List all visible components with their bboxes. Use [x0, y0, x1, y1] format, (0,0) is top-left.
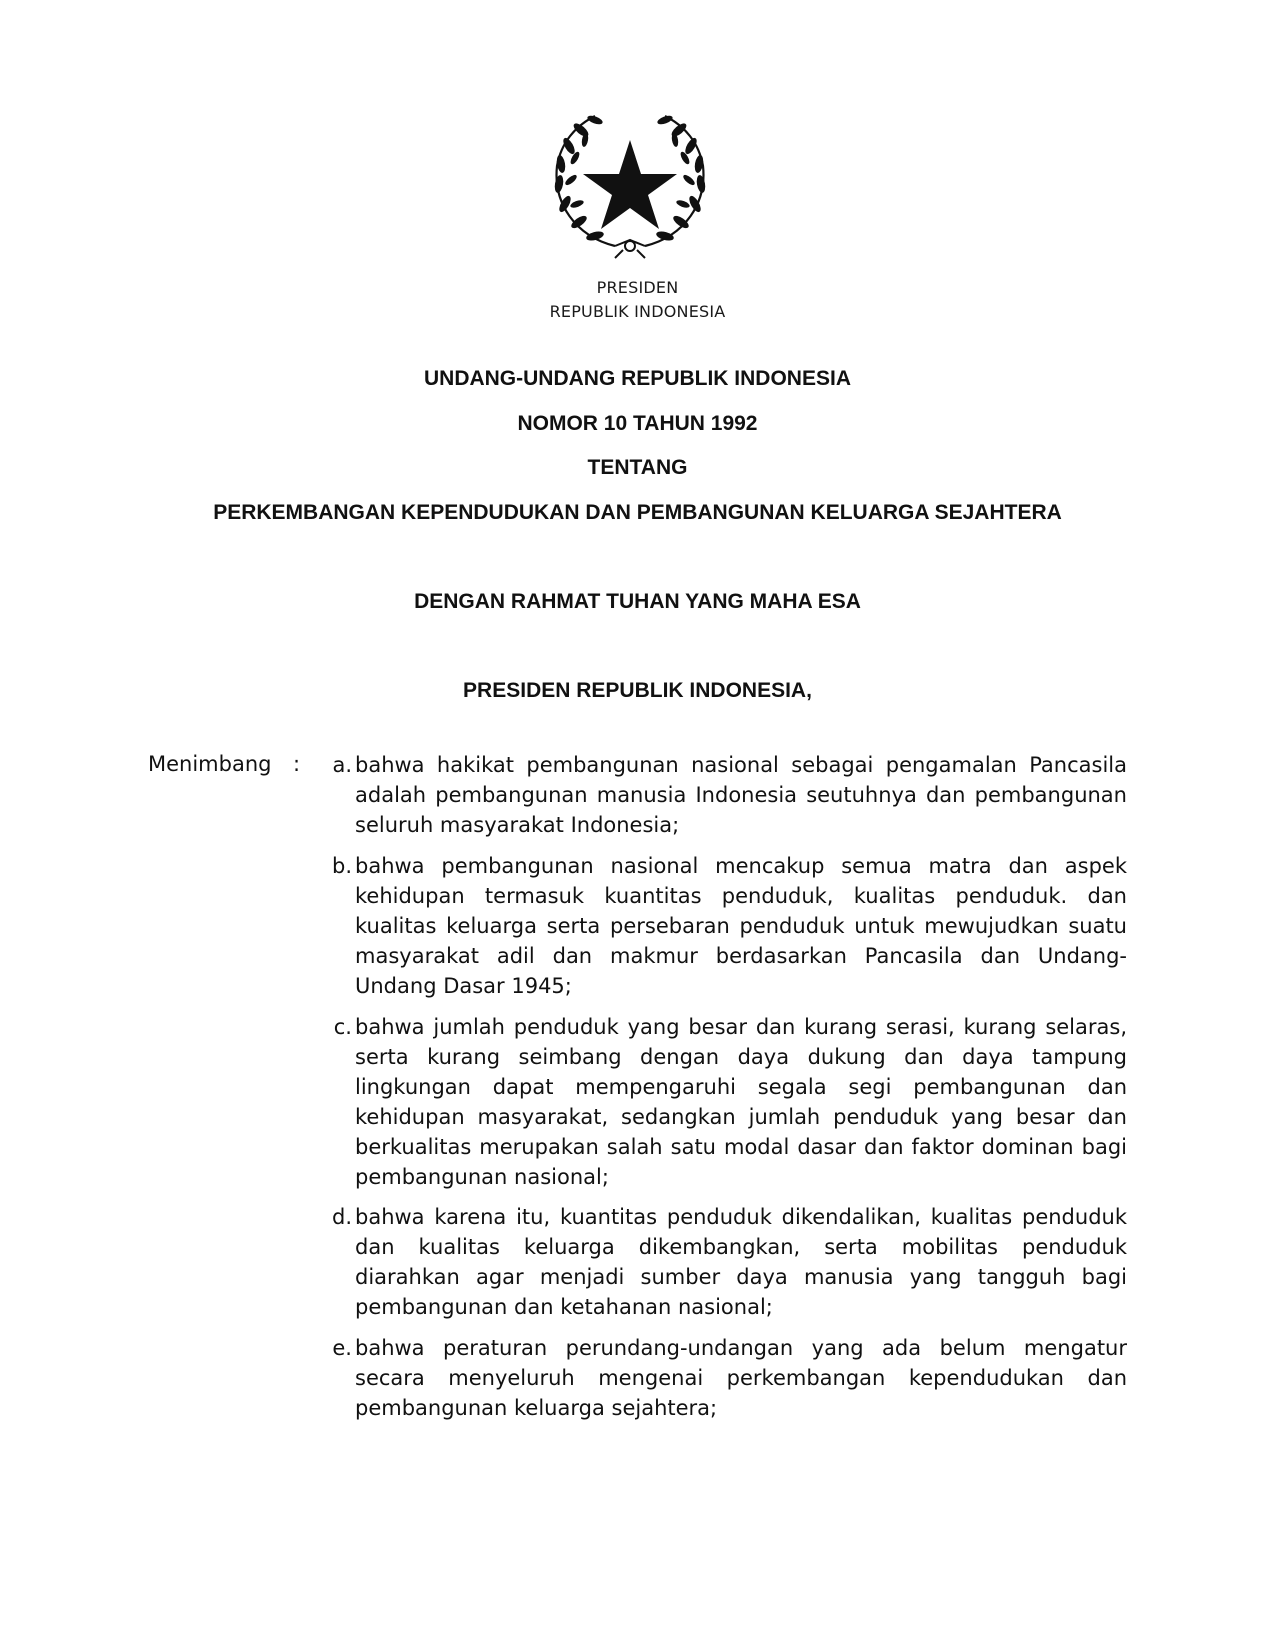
item-text: bahwa jumlah penduduk yang besar dan kurang serasi, kurang selaras, serta kurang seimbang dengan daya dukung dan daya tampung lingkungan dapat mempengaruhi segala segi pembangunan dan kehidupan masyarakat, sedangkan jumlah penduduk yang besar dan berkualitas merupakan salah satu modal dasar dan faktor dominan bagi pembangunan nasional;: [355, 1015, 1127, 1189]
invocation: DENGAN RAHMAT TUHAN YANG MAHA ESA: [414, 590, 861, 613]
law-subject: PERKEMBANGAN KEPENDUDUKAN DAN PEMBANGUNAN KELUARGA SEJAHTERA: [213, 501, 1062, 524]
item-text: bahwa pembangunan nasional mencakup semua matra dan aspek kehidupan termasuk kuantitas penduduk, kualitas penduduk. dan kualitas keluarga serta persebaran penduduk untuk mewujudkan suatu masyarakat adil dan makmur berdasarkan Pancasila dan Undang-Undang Dasar 1945;: [355, 854, 1127, 998]
law-about: TENTANG: [587, 456, 688, 479]
item-marker: e.: [332, 1336, 352, 1360]
item-text: bahwa karena itu, kuantitas penduduk dikendalikan, kualitas penduduk dan kualitas keluarga dikembangkan, serta mobilitas penduduk diarahkan agar menjadi sumber daya manusia yang tangguh bagi pembangunan dan ketahanan nasional;: [355, 1205, 1127, 1319]
item-text: bahwa peraturan perundang-undangan yang ada belum mengatur secara menyeluruh mengenai perkembangan kependudukan dan pembangunan keluarga sejahtera;: [355, 1336, 1127, 1420]
considering-colon: :: [293, 752, 301, 776]
item-marker: d.: [331, 1205, 352, 1229]
law-number: NOMOR 10 TAHUN 1992: [517, 412, 758, 435]
law-title: UNDANG-UNDANG REPUBLIK INDONESIA: [423, 367, 851, 390]
item-text: bahwa hakikat pembangunan nasional sebagai pengamalan Pancasila adalah pembangunan manusia Indonesia seutuhnya dan pembangunan seluruh masyarakat Indonesia;: [355, 753, 1127, 837]
issuer-line-2: REPUBLIK INDONESIA: [549, 302, 726, 321]
item-marker: b.: [331, 854, 352, 878]
item-marker: a.: [332, 753, 352, 777]
authority: PRESIDEN REPUBLIK INDONESIA,: [463, 679, 812, 702]
state-emblem-icon: [545, 108, 715, 260]
considering-label: Menimbang: [148, 752, 272, 776]
issuer-line-1: PRESIDEN: [596, 278, 679, 297]
item-marker: c.: [333, 1015, 352, 1039]
